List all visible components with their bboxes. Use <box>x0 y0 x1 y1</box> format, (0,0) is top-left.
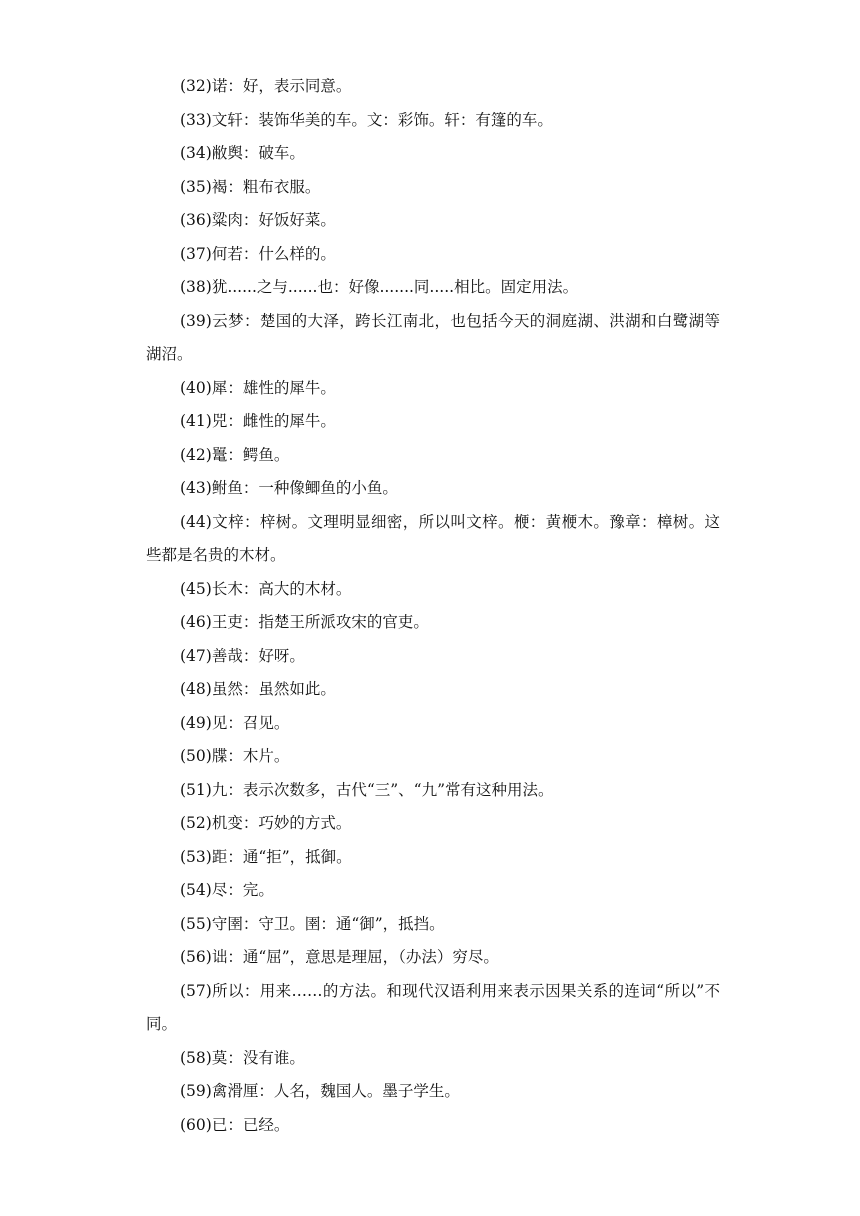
note-53: (53)距：通“拒”，抵御。 <box>180 847 352 866</box>
note-32: (32)诺：好，表示同意。 <box>180 77 352 95</box>
note-56: (56)诎：通“屈”，意思是理屈，（办法）穷尽。 <box>180 948 499 966</box>
note-36: (36)粱肉：好饭好菜。 <box>180 211 336 229</box>
note-41: (41)兕：雌性的犀牛。 <box>180 412 336 430</box>
note-54: (54)尽：完。 <box>180 881 274 899</box>
note-57: (57)所以：用来……的方法。和现代汉语利用来表示因果关系的连词“所以”不同。 <box>146 981 720 1033</box>
note-45: (45)长木：高大的木材。 <box>180 579 352 598</box>
note-35: (35)褐：粗布衣服。 <box>180 177 321 196</box>
note-50: (50)牒：木片。 <box>180 747 290 765</box>
note-34: (34)敝舆：破车。 <box>180 144 305 162</box>
note-51: (51)九：表示次数多，古代“三”、“九”常有这种用法。 <box>180 780 554 799</box>
note-40: (40)犀：雄性的犀牛。 <box>180 378 336 397</box>
note-44: (44)文梓：梓树。文理明显细密，所以叫文梓。楩：黄楩木。豫章：樟树。这些都是名贵的木材。 <box>146 512 720 564</box>
note-42: (42)鼍：鳄鱼。 <box>180 445 290 464</box>
note-52: (52)机变：巧妙的方式。 <box>180 814 352 832</box>
note-58: (58)莫：没有谁。 <box>180 1048 305 1067</box>
note-59: (59)禽滑厘：人名，魏国人。墨子学生。 <box>180 1082 460 1100</box>
note-49: (49)见：召见。 <box>180 713 290 732</box>
note-47: (47)善哉：好呀。 <box>180 646 305 665</box>
note-37: (37)何若：什么样的。 <box>180 244 336 263</box>
note-48: (48)虽然：虽然如此。 <box>180 680 336 698</box>
note-46: (46)王吏：指楚王所派攻宋的官吏。 <box>180 613 429 631</box>
note-55: (55)守圉：守卫。圉：通“御”，抵挡。 <box>180 914 445 933</box>
annotation-list <box>146 70 720 1142</box>
note-43: (43)鲋鱼：一种像鲫鱼的小鱼。 <box>180 479 398 497</box>
note-60: (60)已：已经。 <box>180 1115 290 1134</box>
note-39: (39)云梦：楚国的大泽，跨长江南北，也包括今天的洞庭湖、洪湖和白鹭湖等湖沼。 <box>146 311 720 363</box>
note-38: (38)犹......之与......也：好像.......同.....相比。固定用法。 <box>180 278 579 296</box>
note-33: (33)文轩：装饰华美的车。文：彩饰。轩：有篷的车。 <box>180 110 553 129</box>
